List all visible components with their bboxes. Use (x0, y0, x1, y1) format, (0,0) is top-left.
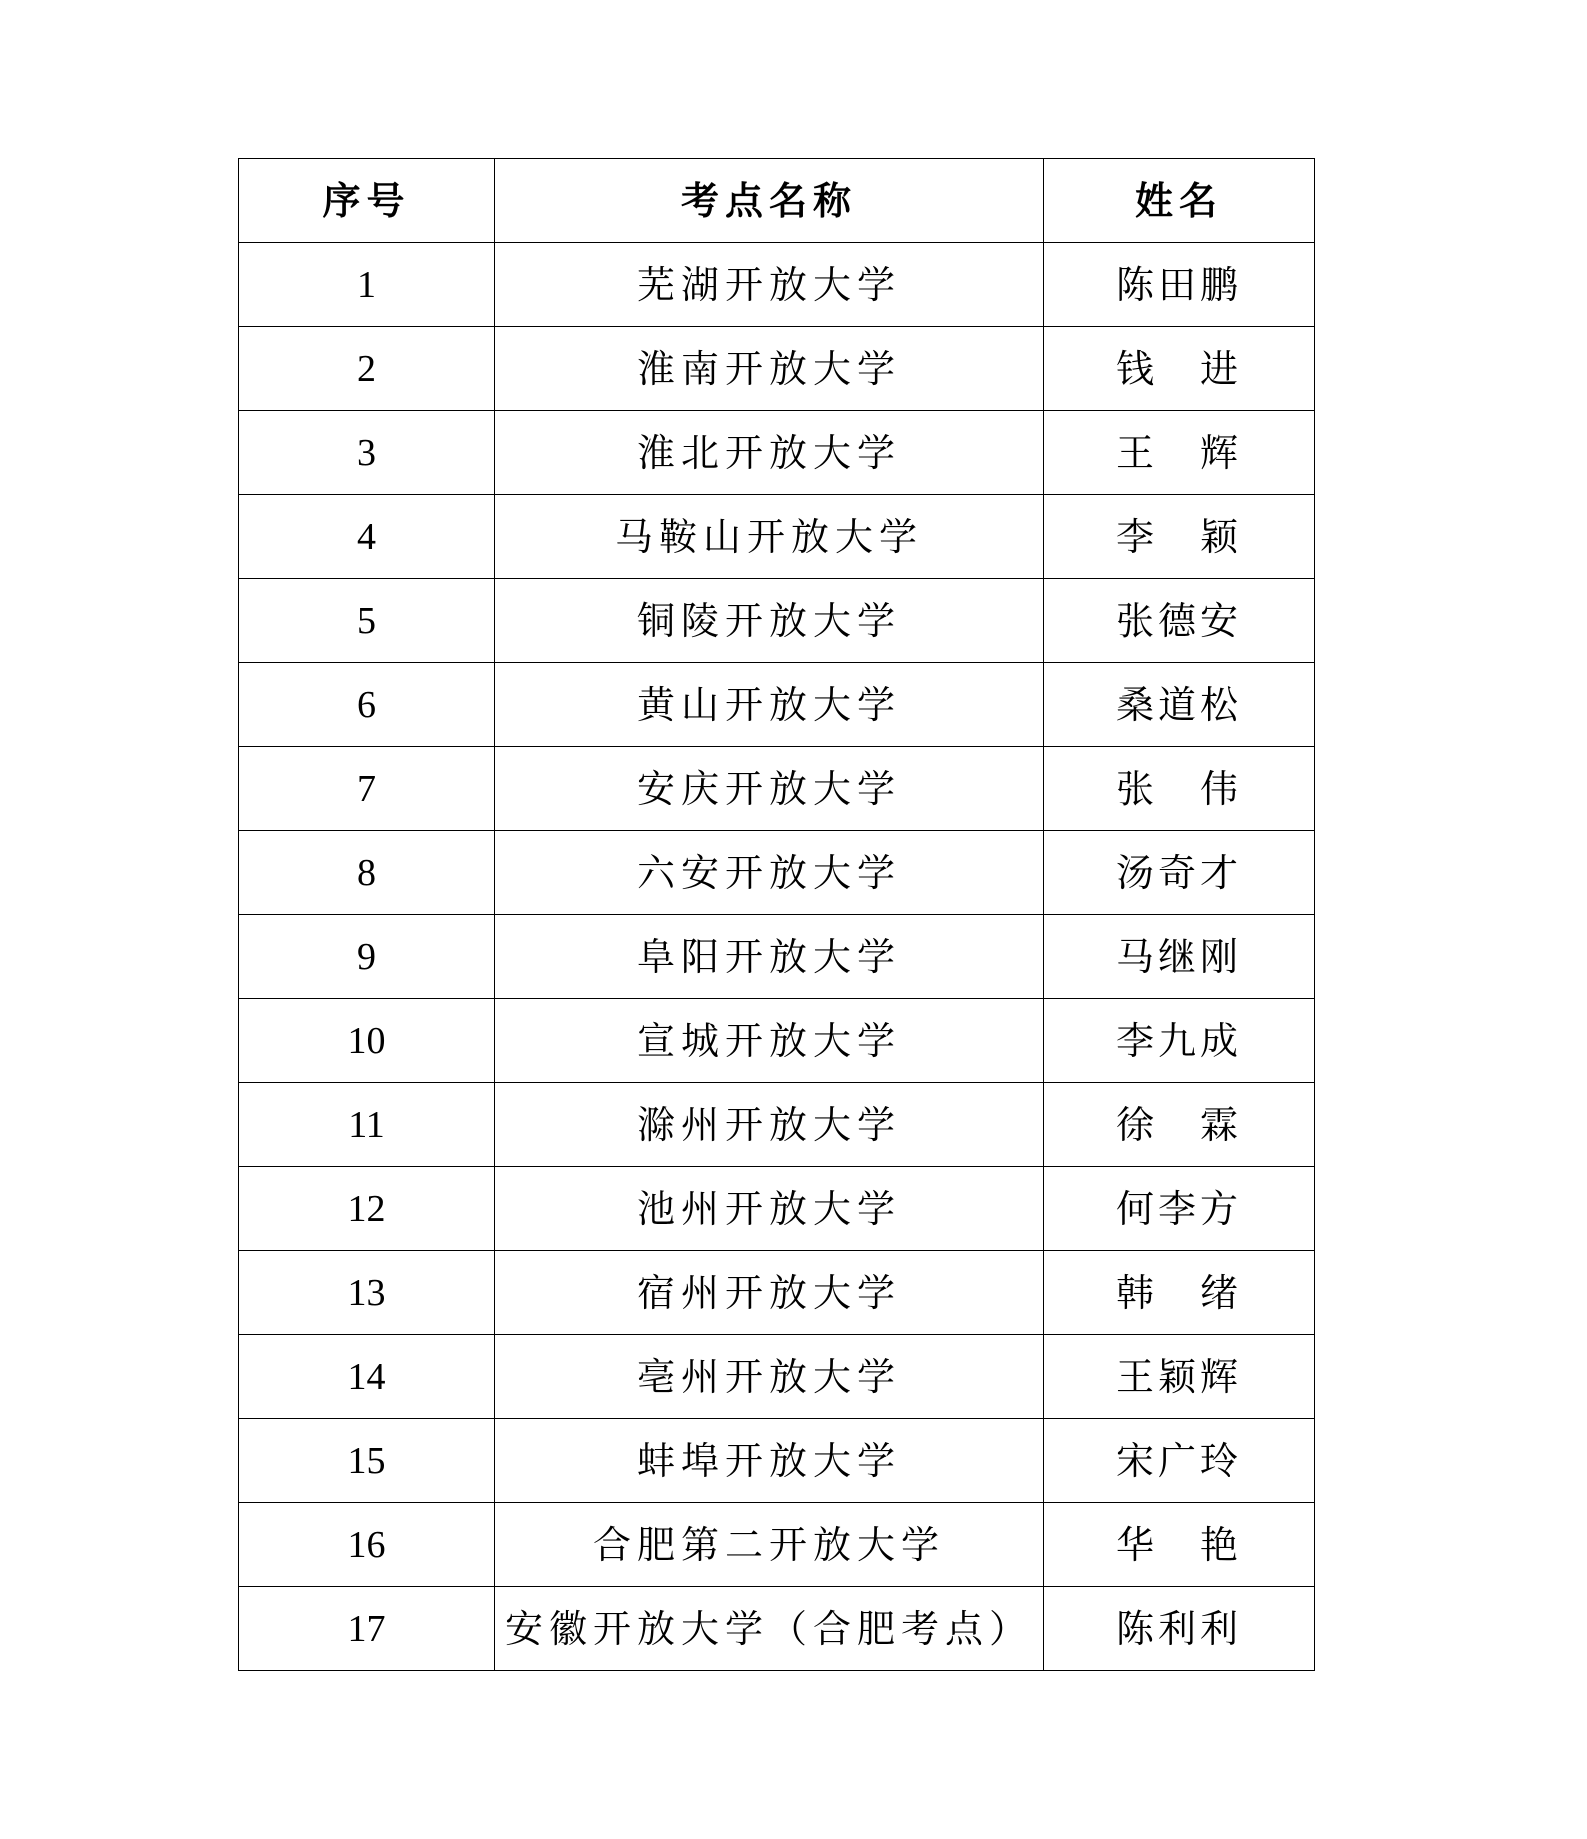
row-person-name: 韩 绪 (1044, 1251, 1315, 1335)
exam-site-table (238, 158, 1315, 1671)
row-index: 15 (239, 1419, 495, 1503)
row-site-name: 淮南开放大学 (495, 327, 1044, 411)
row-index: 17 (239, 1587, 495, 1671)
row-person-name: 李九成 (1044, 999, 1315, 1083)
row-site-name: 宣城开放大学 (495, 999, 1044, 1083)
header-index: 序号 (239, 159, 495, 243)
row-index: 9 (239, 915, 495, 999)
row-person-name: 王 辉 (1044, 411, 1315, 495)
table-row (239, 999, 1315, 1083)
row-site-name: 安庆开放大学 (495, 747, 1044, 831)
row-person-name: 陈田鹏 (1044, 243, 1315, 327)
table-row (239, 327, 1315, 411)
row-person-name: 华 艳 (1044, 1503, 1315, 1587)
row-index: 4 (239, 495, 495, 579)
row-person-name: 钱 进 (1044, 327, 1315, 411)
row-person-name: 汤奇才 (1044, 831, 1315, 915)
row-site-name: 合肥第二开放大学 (495, 1503, 1044, 1587)
row-site-name: 黄山开放大学 (495, 663, 1044, 747)
row-site-name: 蚌埠开放大学 (495, 1419, 1044, 1503)
table-body (239, 243, 1315, 1671)
row-person-name: 张 伟 (1044, 747, 1315, 831)
row-site-name: 阜阳开放大学 (495, 915, 1044, 999)
table-row (239, 1083, 1315, 1167)
row-index: 6 (239, 663, 495, 747)
row-person-name: 徐 霖 (1044, 1083, 1315, 1167)
row-person-name: 陈利利 (1044, 1587, 1315, 1671)
row-index: 13 (239, 1251, 495, 1335)
table-row (239, 1587, 1315, 1671)
table-row (239, 495, 1315, 579)
row-site-name: 池州开放大学 (495, 1167, 1044, 1251)
row-site-name: 滁州开放大学 (495, 1083, 1044, 1167)
row-index: 7 (239, 747, 495, 831)
row-index: 12 (239, 1167, 495, 1251)
row-site-name: 铜陵开放大学 (495, 579, 1044, 663)
row-site-name: 宿州开放大学 (495, 1251, 1044, 1335)
table-row (239, 915, 1315, 999)
row-index: 10 (239, 999, 495, 1083)
table-row (239, 663, 1315, 747)
table-row (239, 1419, 1315, 1503)
row-index: 1 (239, 243, 495, 327)
row-person-name: 马继刚 (1044, 915, 1315, 999)
row-person-name: 宋广玲 (1044, 1419, 1315, 1503)
table-row (239, 831, 1315, 915)
row-site-name: 马鞍山开放大学 (495, 495, 1044, 579)
row-index: 2 (239, 327, 495, 411)
table-header-row (239, 159, 1315, 243)
row-person-name: 王颖辉 (1044, 1335, 1315, 1419)
table-row (239, 1335, 1315, 1419)
row-person-name: 何李方 (1044, 1167, 1315, 1251)
row-index: 16 (239, 1503, 495, 1587)
row-index: 14 (239, 1335, 495, 1419)
row-site-name: 亳州开放大学 (495, 1335, 1044, 1419)
row-site-name: 六安开放大学 (495, 831, 1044, 915)
table-row (239, 579, 1315, 663)
row-index: 5 (239, 579, 495, 663)
table-row (239, 1167, 1315, 1251)
row-index: 11 (239, 1083, 495, 1167)
table-row (239, 1503, 1315, 1587)
row-site-name: 安徽开放大学（合肥考点） (495, 1587, 1044, 1671)
row-index: 8 (239, 831, 495, 915)
table-row (239, 1251, 1315, 1335)
table-row (239, 411, 1315, 495)
table-row (239, 747, 1315, 831)
row-person-name: 张德安 (1044, 579, 1315, 663)
row-index: 3 (239, 411, 495, 495)
header-name: 姓名 (1044, 159, 1315, 243)
row-person-name: 桑道松 (1044, 663, 1315, 747)
row-person-name: 李 颖 (1044, 495, 1315, 579)
header-site: 考点名称 (495, 159, 1044, 243)
row-site-name: 芜湖开放大学 (495, 243, 1044, 327)
table-row (239, 243, 1315, 327)
row-site-name: 淮北开放大学 (495, 411, 1044, 495)
